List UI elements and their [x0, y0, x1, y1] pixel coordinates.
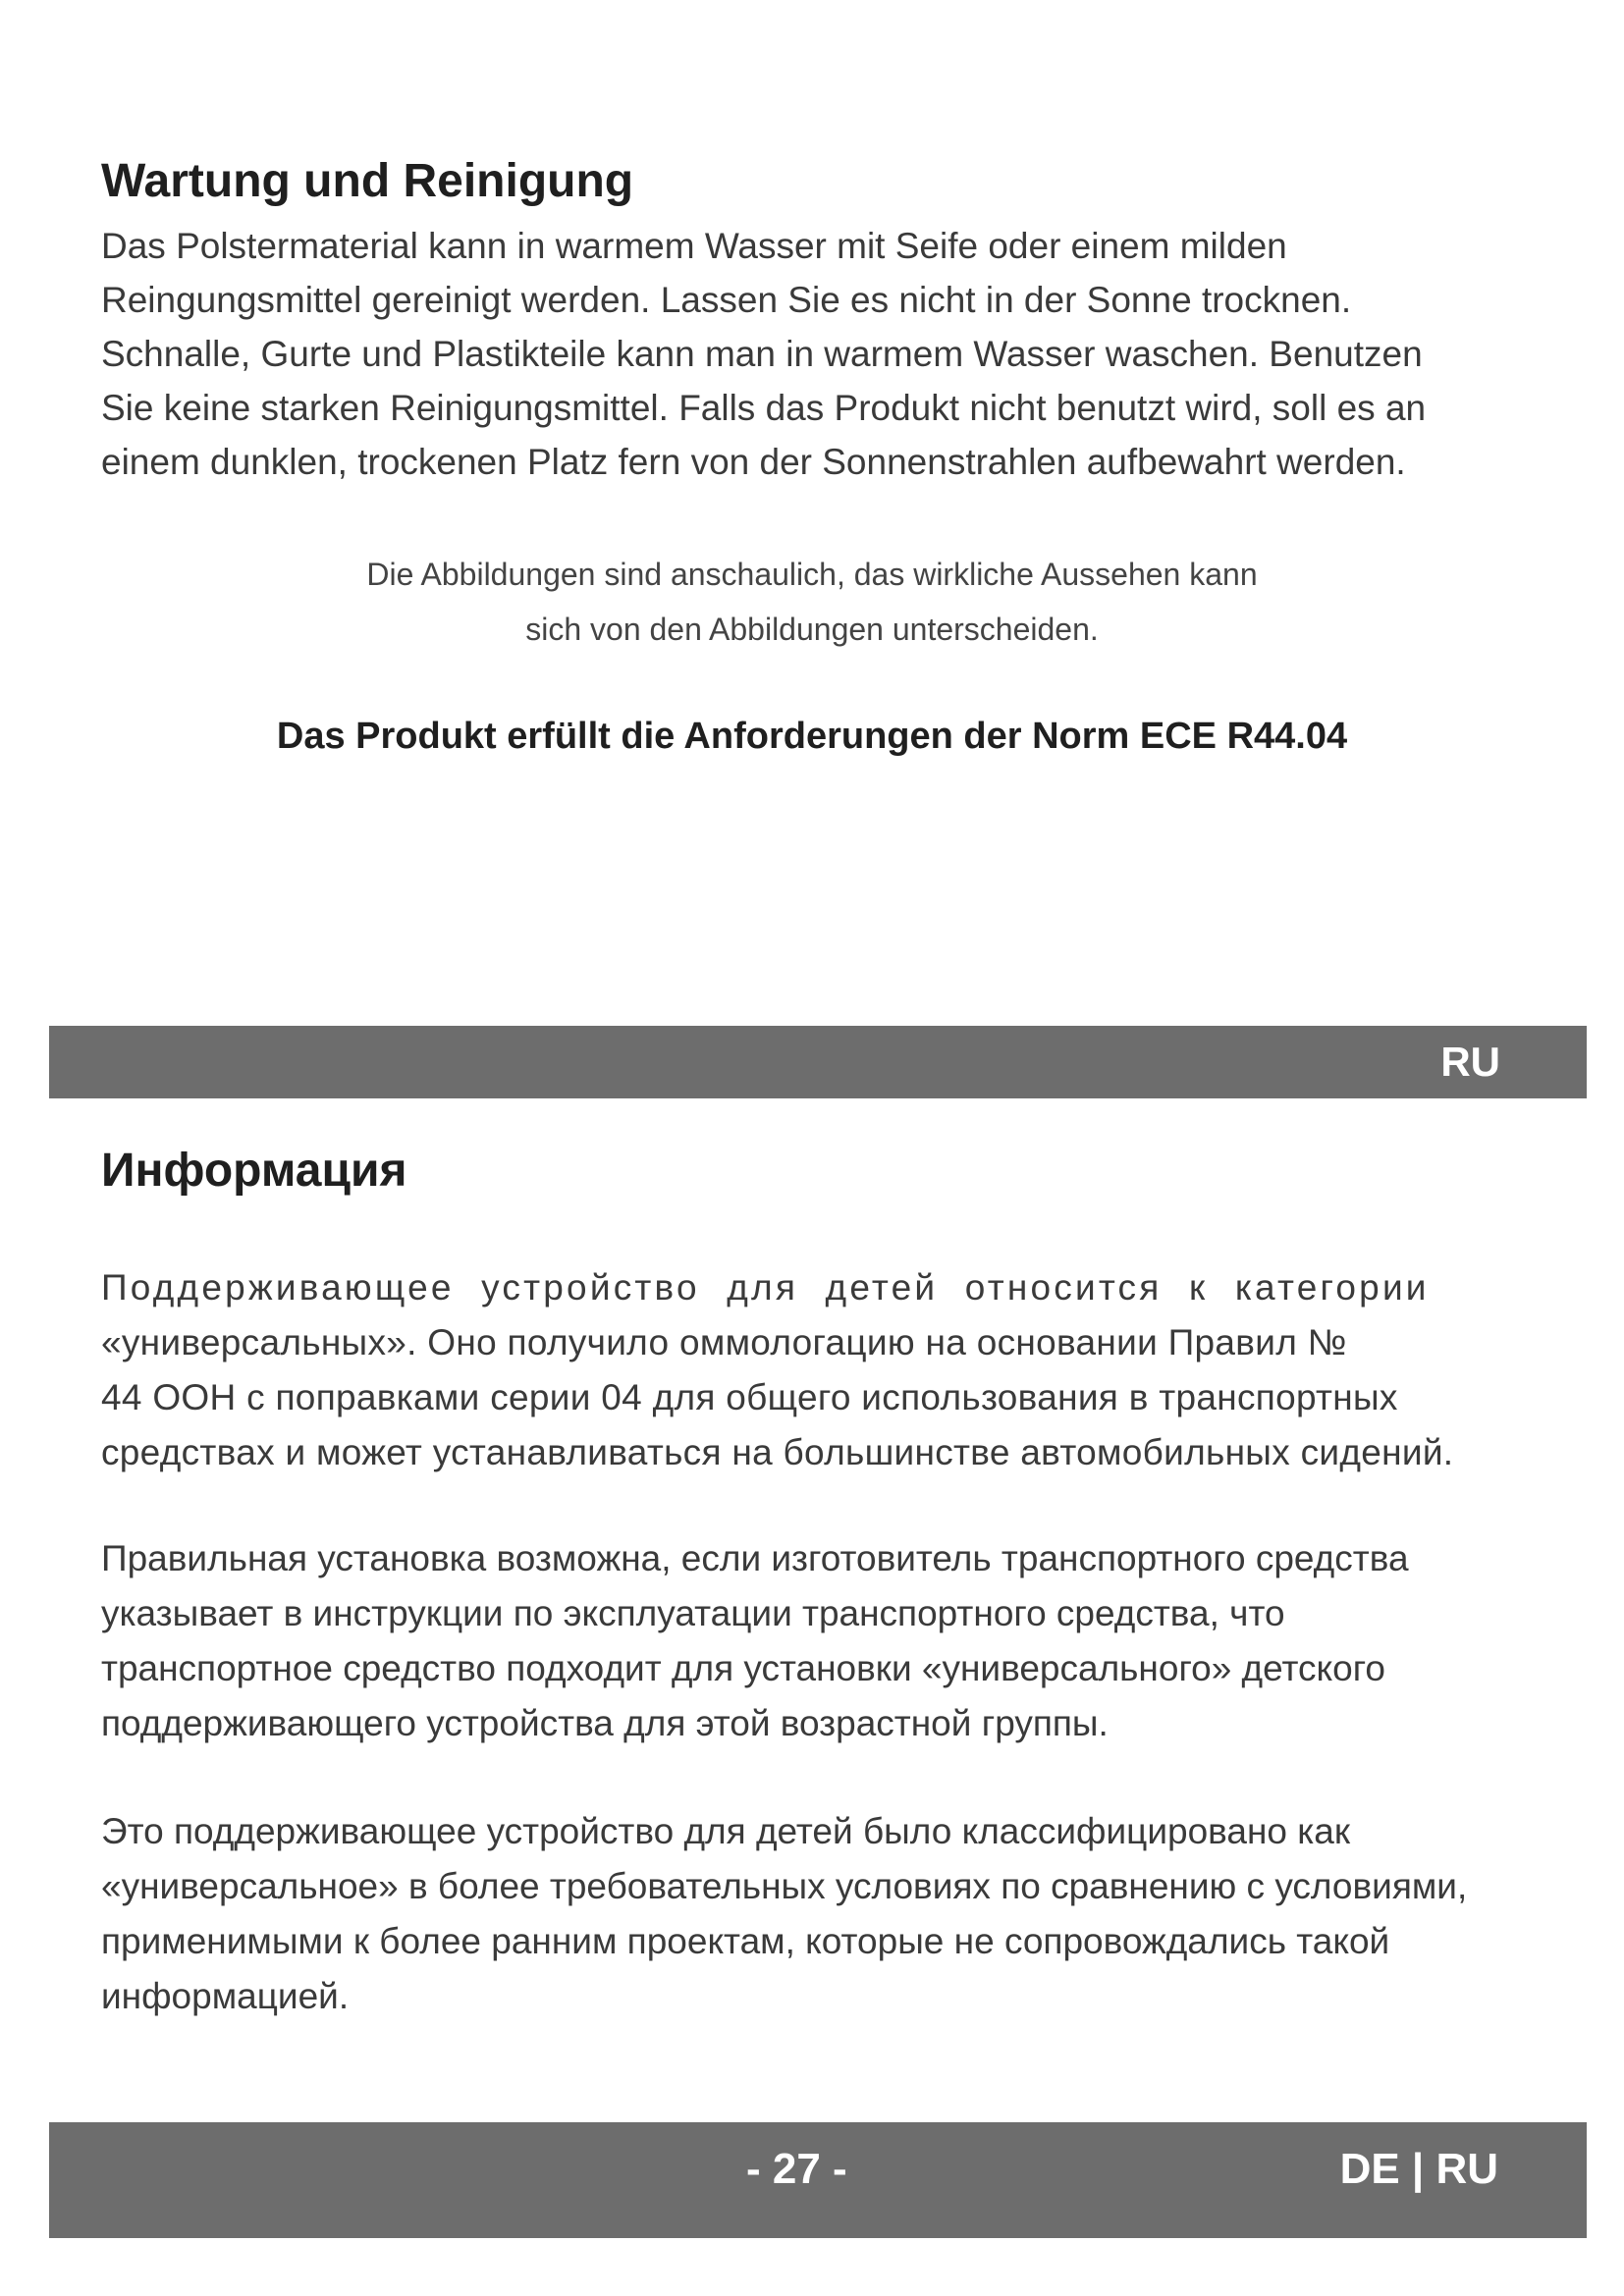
text-line: указывает в инструкции по эксплуатации транспортного средства, что	[101, 1593, 1285, 1633]
de-heading: Wartung und Reinigung	[101, 155, 634, 207]
text-line: Правильная установка возможна, если изготовитель транспортного средства	[101, 1538, 1409, 1578]
text-line: Schnalle, Gurte und Plastikteile kann man in warmem Wasser waschen. Benutzen	[101, 334, 1423, 374]
text-line: Sie keine starken Reinigungsmittel. Falls das Produkt nicht benutzt wird, soll es an	[101, 388, 1427, 428]
ru-heading: Информация	[101, 1145, 407, 1197]
ru-paragraph-2	[101, 1531, 1535, 1751]
de-maintenance-paragraph	[101, 219, 1535, 489]
text-line: Поддерживающее устройство для детей относится к категории	[101, 1267, 1430, 1308]
ru-paragraph-1	[101, 1260, 1535, 1480]
norm-compliance-statement: Das Produkt erfüllt die Anforderungen der Norm ECE R44.04	[276, 716, 1348, 757]
text-line: Das Polstermaterial kann in warmem Wasser mit Seife oder einem milden	[101, 226, 1287, 266]
text-line: поддерживающего устройства для этой возрастной группы.	[101, 1703, 1109, 1743]
page-number: - 27 -	[746, 2145, 847, 2193]
footer-languages: DE | RU	[1339, 2145, 1498, 2193]
language-label: RU	[1440, 1039, 1500, 1085]
text-line: транспортное средство подходит для установки «универсального» детского	[101, 1648, 1385, 1688]
text-line: применимыми к более ранним проектам, которые не сопровождались такой	[101, 1921, 1390, 1961]
ru-paragraph-3	[101, 1804, 1535, 2024]
caption-line: sich von den Abbildungen unterscheiden.	[525, 612, 1099, 647]
text-line: Это поддерживающее устройство для детей было классифицировано как	[101, 1811, 1351, 1851]
illustration-disclaimer	[0, 547, 1624, 657]
text-line: информацией.	[101, 1976, 350, 2016]
text-line: 44 ООН с поправками серии 04 для общего использования в транспортных	[101, 1377, 1398, 1417]
page-footer	[49, 2122, 1587, 2238]
caption-line: Die Abbildungen sind anschaulich, das wirkliche Aussehen kann	[366, 557, 1258, 592]
language-section-bar	[49, 1026, 1587, 1098]
text-line: einem dunklen, trockenen Platz fern von der Sonnenstrahlen aufbewahrt werden.	[101, 442, 1406, 482]
text-line: «универсальное» в более требовательных условиях по сравнению с условиями,	[101, 1866, 1468, 1906]
text-line: Reingungsmittel gereinigt werden. Lassen Sie es nicht in der Sonne trocknen.	[101, 280, 1352, 320]
text-line: «универсальных». Оно получило оммологацию на основании Правил №	[101, 1322, 1347, 1362]
text-line: средствах и может устанавливаться на большинстве автомобильных сидений.	[101, 1432, 1454, 1472]
